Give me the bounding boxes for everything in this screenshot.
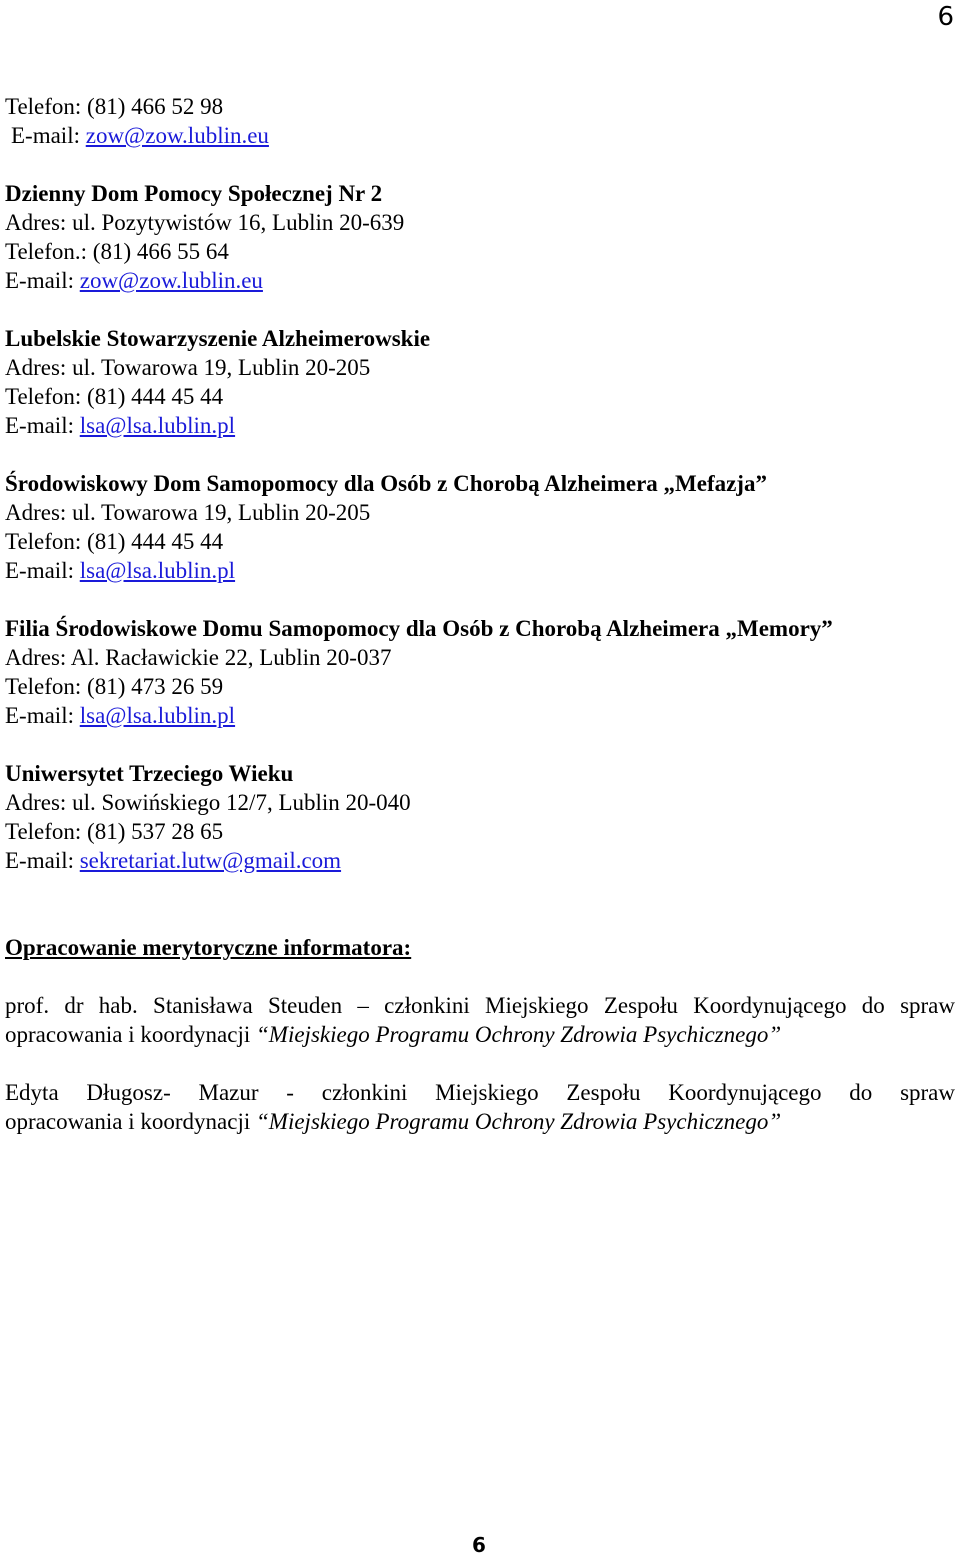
- entry-name: Uniwersytet Trzeciego Wieku: [5, 761, 294, 786]
- email-line: [5, 121, 955, 150]
- entry-address: Adres: ul. Pozytywistów 16, Lublin 20-639: [5, 210, 405, 235]
- phone-line: Telefon: (81) 466 52 98: [5, 94, 224, 119]
- credit-person: [5, 991, 955, 1049]
- entry-block: [5, 469, 955, 585]
- email-label: E-mail:: [11, 123, 86, 148]
- entry-block: [5, 759, 955, 875]
- entry-address: Adres: Al. Racławickie 22, Lublin 20-037: [5, 645, 392, 670]
- entry-name: Filia Środowiskowe Domu Samopomocy dla Osób z Chorobą Alzheimera „Memory”: [5, 616, 833, 641]
- entry-email: [5, 556, 955, 585]
- credit-line: [5, 1107, 955, 1136]
- credit-line: Edyta Długosz- Mazur - członkini Miejskiego Zespołu Koordynującego do spraw: [5, 1080, 955, 1105]
- credits-heading: Opracowanie merytoryczne informatora:: [5, 935, 412, 960]
- entry-email: [5, 411, 955, 440]
- email-link[interactable]: lsa@lsa.lublin.pl: [79, 703, 236, 728]
- entry-name: Lubelskie Stowarzyszenie Alzheimerowskie: [5, 326, 431, 351]
- page-number-top: 6: [937, 2, 954, 32]
- entry-email: [5, 846, 955, 875]
- entry-email: [5, 266, 955, 295]
- entry-block: [5, 179, 955, 295]
- entry-name: Środowiskowy Dom Samopomocy dla Osób z Chorobą Alzheimera „Mefazja”: [5, 471, 767, 496]
- program-name: “Miejskiego Programu Ochrony Zdrowia Psychicznego”: [256, 1022, 782, 1047]
- entry-block: [5, 614, 955, 730]
- entry-address: Adres: ul. Sowińskiego 12/7, Lublin 20-040: [5, 790, 411, 815]
- credit-line: [5, 1020, 955, 1049]
- email-link[interactable]: sekretariat.lutw@gmail.com: [79, 848, 342, 873]
- email-label: E-mail:: [5, 703, 80, 728]
- credit-prefix: opracowania i koordynacji: [5, 1109, 256, 1134]
- email-link[interactable]: lsa@lsa.lublin.pl: [79, 558, 236, 583]
- document-body: [5, 92, 955, 1136]
- entry-email: [5, 701, 955, 730]
- email-link[interactable]: zow@zow.lublin.eu: [79, 268, 263, 293]
- entry-phone: Telefon: (81) 537 28 65: [5, 819, 224, 844]
- email-label: E-mail:: [5, 413, 80, 438]
- credit-line: prof. dr hab. Stanisława Steuden – członkini Miejskiego Zespołu Koordynującego do spraw: [5, 993, 955, 1018]
- entry-address: Adres: ul. Towarowa 19, Lublin 20-205: [5, 500, 371, 525]
- email-label: E-mail:: [5, 558, 80, 583]
- entry-name: Dzienny Dom Pomocy Społecznej Nr 2: [5, 181, 383, 206]
- page-number-bottom: 6: [472, 1533, 486, 1557]
- entry-phone: Telefon: (81) 444 45 44: [5, 529, 224, 554]
- email-link[interactable]: zow@zow.lublin.eu: [85, 123, 269, 148]
- entry-phone: Telefon.: (81) 466 55 64: [5, 239, 229, 264]
- credit-person: [5, 1078, 955, 1136]
- email-link[interactable]: lsa@lsa.lublin.pl: [79, 413, 236, 438]
- program-name: “Miejskiego Programu Ochrony Zdrowia Psychicznego”: [256, 1109, 782, 1134]
- entry-phone: Telefon: (81) 473 26 59: [5, 674, 224, 699]
- entry-block: [5, 324, 955, 440]
- credit-prefix: opracowania i koordynacji: [5, 1022, 256, 1047]
- entry-phone: Telefon: (81) 444 45 44: [5, 384, 224, 409]
- email-label: E-mail:: [5, 848, 80, 873]
- entry-address: Adres: ul. Towarowa 19, Lublin 20-205: [5, 355, 371, 380]
- email-label: E-mail:: [5, 268, 80, 293]
